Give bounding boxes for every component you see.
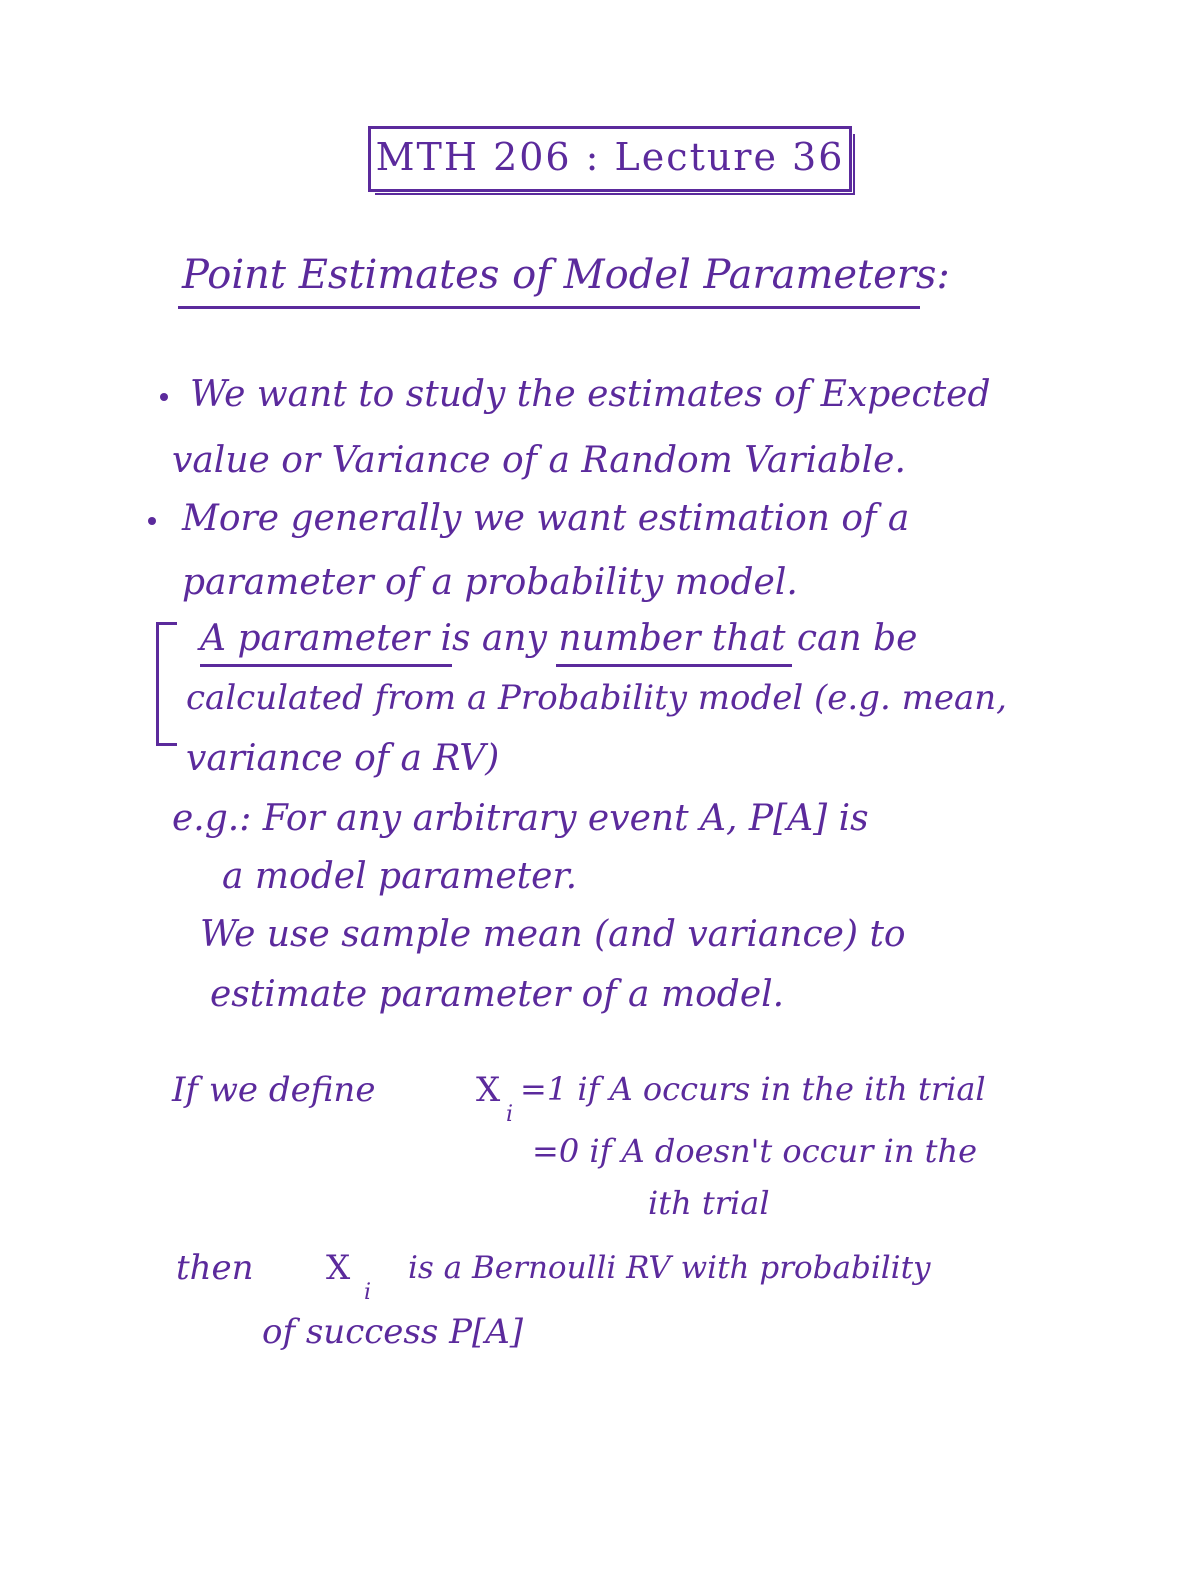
heading-underline bbox=[178, 306, 920, 309]
bullet-icon bbox=[160, 393, 168, 401]
indicator-subscript: i bbox=[506, 1102, 514, 1127]
conclusion-line-1: is a Bernoulli RV with probability bbox=[408, 1250, 931, 1286]
parameter-underline bbox=[200, 664, 452, 667]
bullet-1-line-1: We want to study the estimates of Expected bbox=[190, 374, 991, 415]
bullet-icon bbox=[148, 517, 156, 525]
any-number-underline bbox=[556, 664, 792, 667]
lecture-title: MTH 206 : Lecture 36 bbox=[375, 135, 845, 179]
example-line-1: e.g.: For any arbitrary event A, P[A] is bbox=[172, 798, 869, 839]
sample-mean-line-2: estimate parameter of a model. bbox=[210, 974, 785, 1015]
definition-line-1: A parameter is any number that can be bbox=[200, 618, 918, 659]
conclusion-variable: X bbox=[326, 1248, 351, 1288]
definition-line-3: variance of a RV) bbox=[186, 738, 500, 779]
indicator-intro: If we define bbox=[172, 1070, 376, 1110]
indicator-case-2: =0 if A doesn't occur in the bbox=[532, 1132, 978, 1170]
definition-line-2: calculated from a Probability model (e.g. mean, bbox=[186, 678, 1007, 718]
bullet-1-line-2: value or Variance of a Random Variable. bbox=[172, 440, 906, 481]
indicator-case-2-cont: ith trial bbox=[648, 1184, 770, 1222]
conclusion-then: then bbox=[176, 1248, 254, 1288]
conclusion-line-2: of success P[A] bbox=[262, 1312, 524, 1352]
title-box bbox=[368, 126, 852, 192]
example-line-2: a model parameter. bbox=[222, 856, 578, 897]
definition-bracket bbox=[156, 622, 177, 746]
section-heading: Point Estimates of Model Parameters: bbox=[182, 252, 950, 298]
conclusion-subscript: i bbox=[364, 1280, 372, 1305]
bullet-2-line-2: parameter of a probability model. bbox=[182, 562, 798, 603]
indicator-variable: X bbox=[476, 1070, 501, 1110]
sample-mean-line-1: We use sample mean (and variance) to bbox=[200, 914, 906, 955]
bullet-2-line-1: More generally we want estimation of a bbox=[182, 498, 910, 539]
indicator-case-1: =1 if A occurs in the ith trial bbox=[520, 1070, 986, 1108]
